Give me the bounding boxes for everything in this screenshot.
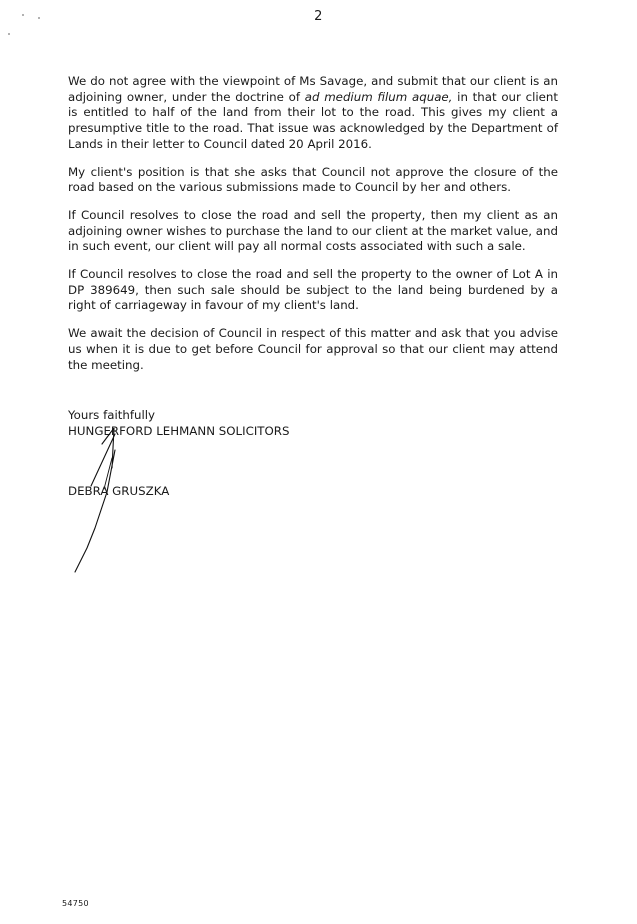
paragraph-right-of-carriageway: If Council resolves to close the road and sell the property to the owner of Lot A in DP 389649, then such sale should be subject to the land being burdened by a right of carriageway in favour of my client's land. <box>68 267 558 313</box>
scan-speck <box>22 14 24 16</box>
paragraph-1-text-start: We do not agree with the viewpoint of Ms Savage, and submit that our client is an adjoining owner, under the doctrine of <box>68 74 558 104</box>
scan-speck <box>38 17 40 19</box>
paragraph-await-decision: We await the decision of Council in respect of this matter and ask that you advise us when it is due to get before Council for approval so that our client may attend the meeting. <box>68 326 558 372</box>
latin-doctrine-phrase: ad medium filum aquae, <box>304 89 453 104</box>
signatory-name: DEBRA GRUSZKA <box>68 484 170 498</box>
page-number: 2 <box>314 9 323 24</box>
footer-reference-number: 54750 <box>62 899 89 908</box>
paragraph-1-text-end: in that our client is entitled to half of the land from their lot to the road. This gives my client a presumptive title to the road. That issue was acknowledged by the Department of Lands in their letter to Council dated 20 April 2016. <box>68 89 559 151</box>
closing-salutation: Yours faithfully <box>68 408 156 422</box>
paragraph-adjoining-owner <box>68 74 558 153</box>
letter-body <box>68 74 558 385</box>
firm-name: HUNGERFORD LEHMANN SOLICITORS <box>68 423 290 438</box>
paragraph-purchase-offer: If Council resolves to close the road and sell the property, then my client as an adjoining owner wishes to purchase the land to our client at the market value, and in such event, our client will pay all normal costs associated with such a sale. <box>68 207 558 254</box>
paragraph-client-position: My client's position is that she asks that Council not approve the closure of the road based on the various submissions made to Council by her and others. <box>68 164 558 195</box>
scan-speck <box>8 33 10 35</box>
handwritten-signature <box>55 428 145 578</box>
